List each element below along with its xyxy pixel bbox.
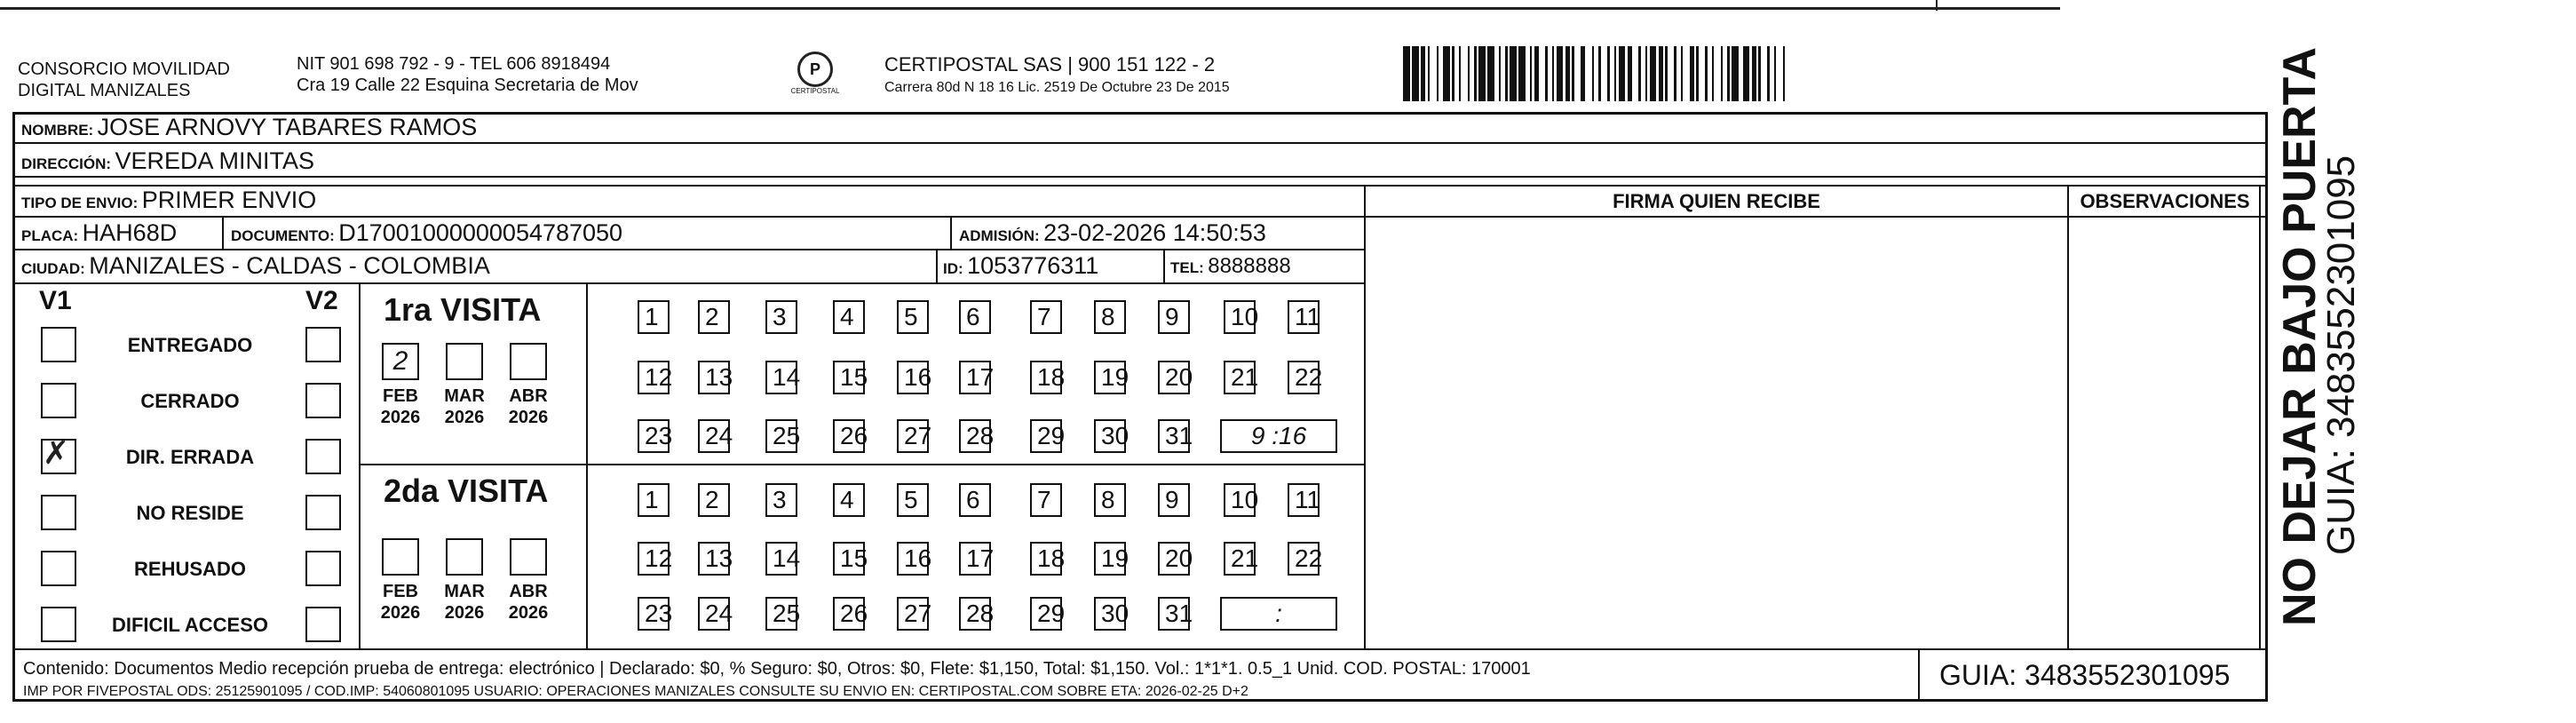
day-checkbox[interactable]: 6 xyxy=(959,483,991,517)
rule xyxy=(14,185,2266,187)
visit-time-field[interactable]: : xyxy=(1220,597,1337,631)
barcode-bar xyxy=(1518,46,1526,101)
year-label: 2026 xyxy=(508,603,549,623)
rule xyxy=(2259,185,2261,648)
status-label: NO RESIDE xyxy=(136,502,244,524)
tipo-envio-value: PRIMER ENVIO xyxy=(141,187,317,213)
footer-impresion: IMP POR FIVEPOSTAL ODS: 25125901095 / COD.IMP: 54060801095 USUARIO: OPERACIONES MANIZALES CONSULTE SU ENVIO EN: CERTIPOSTAL.COM SOBRE ETA: 2026-02-25 D+2 xyxy=(23,684,1248,699)
day-checkbox[interactable]: 4 xyxy=(833,483,865,517)
day-checkbox[interactable]: 14 xyxy=(765,361,797,394)
day-checkbox[interactable]: 7 xyxy=(1030,483,1062,517)
year-label: 2026 xyxy=(508,408,549,427)
day-checkbox[interactable]: 19 xyxy=(1094,542,1126,576)
barcode-bar xyxy=(1461,46,1468,101)
no-dejar-bajo-puerta: NO DEJAR BAJO PUERTA xyxy=(2274,46,2326,626)
courier-line-1: CERTIPOSTAL SAS | 900 151 122 - 2 xyxy=(884,53,1216,75)
day-checkbox[interactable]: 3 xyxy=(765,483,797,517)
day-checkbox[interactable]: 30 xyxy=(1094,419,1126,453)
courier-info xyxy=(884,53,1230,99)
ciudad-value: MANIZALES - CALDAS - COLOMBIA xyxy=(89,252,490,279)
barcode-bar xyxy=(1574,46,1581,101)
admision-field xyxy=(959,219,1266,247)
day-checkbox[interactable]: 15 xyxy=(833,542,865,576)
year-label: 2026 xyxy=(444,408,485,427)
day-checkbox[interactable]: 22 xyxy=(1288,542,1320,576)
rule xyxy=(359,464,1366,465)
month-label: FEB xyxy=(383,582,418,601)
status-label: CERRADO xyxy=(140,390,240,412)
nombre-label: NOMBRE: xyxy=(21,122,94,139)
barcode-bar xyxy=(1412,46,1419,101)
rule xyxy=(586,282,588,648)
day-checkbox[interactable]: 20 xyxy=(1158,542,1190,576)
courier-line-2: Carrera 80d N 18 16 Lic. 2519 De Octubre 23 De 2015 xyxy=(884,80,1230,95)
day-checkbox[interactable]: 9 xyxy=(1158,300,1190,334)
day-checkbox[interactable]: 10 xyxy=(1224,483,1256,517)
id-value: 1053776311 xyxy=(967,252,1099,279)
day-checkbox[interactable]: 2 xyxy=(698,300,730,334)
barcode-bar xyxy=(1478,46,1486,101)
day-checkbox[interactable]: 1 xyxy=(638,300,670,334)
barcode xyxy=(1403,46,2096,101)
year-label: 2026 xyxy=(380,408,421,427)
rule xyxy=(14,176,2266,178)
nit-line-1: NIT 901 698 792 - 9 - TEL 606 8918494 xyxy=(297,54,611,74)
status-label: DIFICIL ACCESO xyxy=(111,614,268,636)
direccion-value: VEREDA MINITAS xyxy=(115,147,315,174)
v1-checkbox[interactable] xyxy=(41,607,76,642)
firma-header: FIRMA QUIEN RECIBE xyxy=(1613,190,1820,212)
day-checkbox[interactable]: 27 xyxy=(897,597,929,631)
v1-check-mark-icon: ✗ xyxy=(43,435,70,472)
day-checkbox[interactable]: 24 xyxy=(698,597,730,631)
barcode-bar xyxy=(1510,46,1517,101)
barcode-bar xyxy=(1776,46,1783,101)
status-label: DIR. ERRADA xyxy=(125,446,255,468)
company-line-1: CONSORCIO MOVILIDAD xyxy=(18,60,230,79)
barcode-bar xyxy=(1743,46,1750,101)
v2-checkbox[interactable] xyxy=(305,383,341,418)
direccion-label: DIRECCIÓN: xyxy=(21,155,112,172)
ciudad-label: CIUDAD: xyxy=(21,260,85,277)
day-checkbox[interactable]: 14 xyxy=(765,542,797,576)
day-checkbox[interactable]: 12 xyxy=(638,361,670,394)
tipo-envio-label: TIPO DE ENVIO: xyxy=(21,195,139,211)
rule xyxy=(936,249,938,282)
nombre-value: JOSE ARNOVY TABARES RAMOS xyxy=(97,114,478,140)
day-checkbox[interactable]: 9 xyxy=(1158,483,1190,517)
admision-label: ADMISIÓN: xyxy=(959,227,1040,244)
barcode-bar xyxy=(1732,46,1739,101)
month-label: ABR xyxy=(509,386,548,406)
visit-title: 1ra VISITA xyxy=(384,291,542,328)
placa-field xyxy=(21,219,177,247)
logo-text: CERTIPOSTAL xyxy=(790,87,840,95)
documento-field xyxy=(231,219,622,247)
day-checkbox[interactable]: 8 xyxy=(1094,300,1126,334)
barcode-bar xyxy=(1650,46,1657,101)
day-checkbox[interactable]: 10 xyxy=(1224,300,1256,334)
rule xyxy=(14,216,2266,218)
day-checkbox[interactable]: 18 xyxy=(1030,542,1062,576)
v1-checkbox[interactable] xyxy=(41,383,76,418)
visit-time-field[interactable]: 9 :16 xyxy=(1220,419,1337,453)
id-label: ID: xyxy=(943,260,963,277)
v1-checkbox[interactable] xyxy=(41,495,76,530)
day-checkbox[interactable]: 23 xyxy=(638,597,670,631)
day-checkbox[interactable]: 15 xyxy=(833,361,865,394)
day-checkbox[interactable]: 13 xyxy=(698,361,730,394)
day-checkbox[interactable]: 25 xyxy=(765,419,797,453)
barcode-bar xyxy=(1632,46,1639,101)
rule xyxy=(14,648,2266,650)
day-checkbox[interactable]: 17 xyxy=(959,361,991,394)
day-checkbox[interactable]: 5 xyxy=(897,300,929,334)
day-checkbox[interactable]: 7 xyxy=(1030,300,1062,334)
direccion-row xyxy=(21,147,314,175)
status-label: ENTREGADO xyxy=(127,334,253,356)
visit-title: 2da VISITA xyxy=(384,473,549,509)
month-checkbox[interactable] xyxy=(382,538,419,576)
v2-checkbox[interactable] xyxy=(305,327,341,362)
month-label: FEB xyxy=(383,386,418,406)
day-checkbox[interactable]: 16 xyxy=(897,542,929,576)
day-checkbox[interactable]: 23 xyxy=(638,419,670,453)
day-checkbox[interactable]: 26 xyxy=(833,419,865,453)
barcode-bar xyxy=(1699,46,1706,101)
day-checkbox[interactable]: 26 xyxy=(833,597,865,631)
day-checkbox[interactable]: 12 xyxy=(638,542,670,576)
placa-value: HAH68D xyxy=(82,219,178,246)
day-checkbox[interactable]: 3 xyxy=(765,300,797,334)
admision-value: 23-02-2026 14:50:53 xyxy=(1043,219,1266,246)
tel-value: 8888888 xyxy=(1208,254,1291,278)
year-label: 2026 xyxy=(380,603,421,623)
placa-label: PLACA: xyxy=(21,227,79,244)
month-checkbox[interactable]: 2 xyxy=(382,343,419,380)
barcode-bar xyxy=(1668,46,1675,101)
month-checkbox[interactable] xyxy=(446,343,483,380)
rule xyxy=(950,216,952,249)
day-checkbox[interactable]: 25 xyxy=(765,597,797,631)
day-checkbox[interactable]: 18 xyxy=(1030,361,1062,394)
v1-checkbox[interactable] xyxy=(41,327,76,362)
rule xyxy=(1918,648,1920,700)
barcode-bar xyxy=(1557,46,1564,101)
rule xyxy=(1163,249,1165,282)
barcode-bar xyxy=(1761,46,1768,101)
day-checkbox[interactable]: 27 xyxy=(897,419,929,453)
v2-checkbox[interactable] xyxy=(305,439,341,474)
month-checkbox[interactable] xyxy=(446,538,483,576)
year-label: 2026 xyxy=(444,603,485,623)
day-checkbox[interactable]: 11 xyxy=(1288,483,1320,517)
barcode-bar xyxy=(1683,46,1690,101)
day-checkbox[interactable]: 31 xyxy=(1158,419,1190,453)
v2-checkbox[interactable] xyxy=(305,551,341,586)
month-label: ABR xyxy=(509,582,548,601)
nit-line-2: Cra 19 Calle 22 Esquina Secretaria de Mov xyxy=(297,75,638,95)
day-checkbox[interactable]: 17 xyxy=(959,542,991,576)
barcode-bar xyxy=(1443,46,1450,101)
day-checkbox[interactable]: 11 xyxy=(1288,300,1320,334)
rule xyxy=(1364,185,1366,648)
scan-edge-top xyxy=(0,7,2060,10)
day-checkbox[interactable]: 2 xyxy=(698,483,730,517)
tipo-envio-row xyxy=(21,187,316,214)
day-checkbox[interactable]: 28 xyxy=(959,419,991,453)
month-checkbox[interactable] xyxy=(510,538,547,576)
v2-header: V2 xyxy=(305,286,338,315)
day-checkbox[interactable]: 4 xyxy=(833,300,865,334)
v1-header: V1 xyxy=(39,286,72,315)
day-checkbox[interactable]: 29 xyxy=(1030,597,1062,631)
logo-mark-icon: P xyxy=(797,52,833,87)
day-checkbox[interactable]: 24 xyxy=(698,419,730,453)
company-name xyxy=(18,59,230,101)
ciudad-field xyxy=(21,252,490,280)
month-label: MAR xyxy=(444,582,485,601)
day-checkbox[interactable]: 21 xyxy=(1224,542,1256,576)
barcode-bar xyxy=(1619,46,1626,101)
tel-field xyxy=(1170,254,1291,279)
nombre-row xyxy=(21,114,477,141)
documento-label: DOCUMENTO: xyxy=(231,227,335,244)
day-checkbox[interactable]: 1 xyxy=(638,483,670,517)
day-checkbox[interactable]: 30 xyxy=(1094,597,1126,631)
barcode-bar xyxy=(1601,46,1608,101)
guia-number: GUIA: 3483552301095 xyxy=(1939,659,2231,691)
barcode-bar xyxy=(1585,46,1592,101)
barcode-bar xyxy=(1539,46,1546,101)
barcode-bar xyxy=(1714,46,1721,101)
rule xyxy=(222,216,224,249)
v2-checkbox[interactable] xyxy=(305,495,341,530)
side-guia-number: GUIA: 3483552301095 xyxy=(2319,155,2363,555)
rule xyxy=(2067,185,2069,648)
rule xyxy=(14,282,1366,284)
status-label: REHUSADO xyxy=(134,558,246,580)
id-field xyxy=(943,252,1098,280)
barcode-bar xyxy=(1403,46,1410,101)
scan-edge-right xyxy=(1936,0,1938,11)
day-checkbox[interactable]: 21 xyxy=(1224,361,1256,394)
day-checkbox[interactable]: 28 xyxy=(959,597,991,631)
v1-checkbox[interactable] xyxy=(41,551,76,586)
company-line-2: DIGITAL MANIZALES xyxy=(18,81,191,100)
barcode-bar xyxy=(1785,46,1787,101)
rule xyxy=(359,282,361,648)
day-checkbox[interactable]: 16 xyxy=(897,361,929,394)
day-checkbox[interactable]: 29 xyxy=(1030,419,1062,453)
day-checkbox[interactable]: 31 xyxy=(1158,597,1190,631)
day-checkbox[interactable]: 6 xyxy=(959,300,991,334)
barcode-bar xyxy=(1430,46,1437,101)
tel-label: TEL: xyxy=(1170,259,1204,276)
day-checkbox[interactable]: 19 xyxy=(1094,361,1126,394)
month-checkbox[interactable] xyxy=(510,343,547,380)
day-checkbox[interactable]: 5 xyxy=(897,483,929,517)
day-checkbox[interactable]: 20 xyxy=(1158,361,1190,394)
footer-contenido: Contenido: Documentos Medio recepción prueba de entrega: electrónico | Declarado: $0, % Seguro: $0, Otros: $0, Flete: $1,150, Total: $1,150. Vol.: 1*1*1. 0.5_1 Unid. COD. POSTAL: 170001 xyxy=(23,659,1531,679)
month-label: MAR xyxy=(444,386,485,406)
documento-value: D17001000000054787050 xyxy=(338,219,623,246)
rule xyxy=(14,142,2266,144)
day-checkbox[interactable]: 8 xyxy=(1094,483,1126,517)
barcode-bar xyxy=(1487,46,1494,101)
observaciones-header: OBSERVACIONES xyxy=(2080,190,2250,212)
company-nit xyxy=(297,53,638,96)
v2-checkbox[interactable] xyxy=(305,607,341,642)
day-checkbox[interactable]: 22 xyxy=(1288,361,1320,394)
certipostal-logo xyxy=(789,52,842,95)
day-checkbox[interactable]: 13 xyxy=(698,542,730,576)
